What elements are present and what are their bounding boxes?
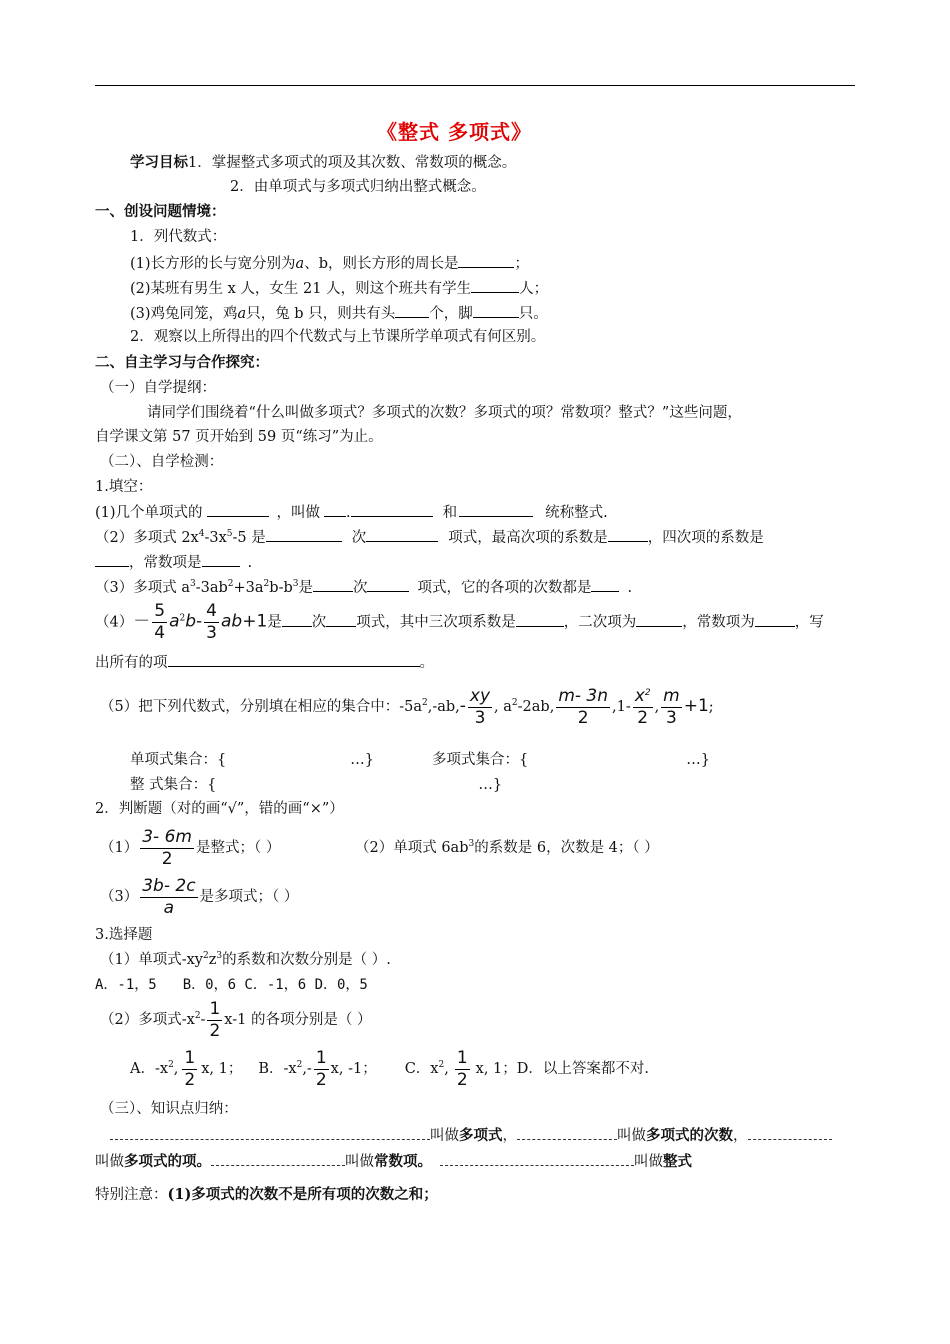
summary-line-2 (95, 1150, 692, 1172)
f1-dot: . (346, 505, 351, 521)
k1-comma: ， (502, 1128, 517, 1144)
exponent: 2 (179, 613, 186, 624)
numerator: 1 (184, 1047, 196, 1068)
c2-option-a[interactable]: A．-x (130, 1061, 169, 1077)
f3-text4: b-b (269, 580, 293, 596)
judge-label: 2．判断题（对的画“√”，错的画“×”） (95, 801, 344, 817)
f3-text5: 是 (298, 580, 313, 596)
c2-minus: - (200, 1012, 206, 1028)
fill-1 (95, 501, 608, 523)
page-title: 《整式 多项式》 (377, 120, 532, 144)
fill-2-cont (95, 551, 252, 573)
exponent: 2 (263, 579, 270, 589)
k1-text: 叫做 (430, 1128, 459, 1144)
answer-blank[interactable] (282, 611, 312, 627)
set-close: …} (686, 752, 710, 768)
exponent: 2 (194, 1011, 201, 1021)
f2-end: . (247, 555, 253, 571)
question-2: 2．观察以上所得出的四个代数式与上节课所学单项式有何区别。 (130, 329, 546, 345)
f4-text8: 出所有的项 (95, 655, 168, 671)
judge-3 (100, 875, 298, 919)
answer-blank[interactable] (211, 1150, 345, 1166)
answer-blank[interactable] (313, 576, 353, 592)
f1-and: 和 (442, 505, 458, 521)
special-note (95, 1185, 438, 1205)
choice-2 (100, 998, 372, 1042)
comma: , (612, 699, 617, 715)
answer-blank[interactable] (95, 551, 129, 567)
answer-blank[interactable] (366, 526, 438, 542)
answer-blank[interactable] (591, 576, 619, 592)
exponent: 2 (203, 951, 209, 961)
denominator: 2 (315, 1069, 327, 1090)
part-1-label: （一）自学提纲： (100, 380, 216, 396)
denominator: 2 (637, 707, 649, 728)
monomial-set (130, 750, 374, 770)
f1-text: (1)几个单项式的 (95, 505, 203, 521)
question-1b (130, 277, 548, 299)
question-1a (130, 252, 529, 274)
j3-text: 是多项式；（ ） (199, 889, 299, 905)
fill-4 (95, 601, 824, 644)
header-rule (95, 85, 855, 86)
answer-blank[interactable] (636, 611, 682, 627)
fraction-x2-2 (633, 686, 653, 729)
exponent: 2 (227, 579, 234, 589)
answer-blank[interactable] (517, 1124, 617, 1140)
numerator: 5 (154, 601, 166, 621)
integral-expression-set (130, 775, 502, 795)
c2-option-c[interactable]: C．x (404, 1061, 439, 1077)
fraction-3b2c-a (140, 876, 197, 919)
answer-blank[interactable] (608, 526, 648, 542)
f4-text3: 次 (311, 614, 327, 631)
answer-blank[interactable] (748, 1124, 832, 1140)
k4-text: 叫做 (345, 1154, 374, 1170)
fraction-xy-3 (468, 686, 492, 729)
exponent: 2 (438, 1060, 445, 1070)
f2-text4: 次 (351, 530, 367, 546)
goals-label-text: 学习目标 (130, 154, 188, 171)
fraction-1-2 (207, 999, 222, 1042)
comma: , (654, 699, 660, 715)
comma-minus: ,- (302, 1061, 312, 1077)
f2-text2: -3x (204, 530, 227, 546)
c1-text: （1）单项式-xy (100, 952, 203, 968)
fraction-3-6m-2 (140, 827, 194, 870)
numerator: 3b- 2c (142, 875, 196, 896)
part-1-text-1: 请同学们围绕着“什么叫做多项式？多项式的次数？多项式的项？常数项？整式？”这些问题， (147, 405, 742, 421)
polynomial-set (432, 750, 710, 770)
q1b-end: 人； (519, 281, 549, 297)
k5-text: 叫做 (634, 1154, 663, 1170)
denominator: 2 (577, 707, 589, 728)
learning-goals-1 (130, 153, 516, 173)
c1-text3: 的系数和次数分别是（ ）. (222, 952, 391, 968)
set-close: …} (478, 777, 503, 793)
f4-text5: ，二次项为 (563, 614, 637, 631)
f2-text3: -5 是 (232, 530, 266, 546)
denominator: 2 (184, 1069, 196, 1090)
goal-2: 2．由单项式与多项式归纳出整式概念。 (230, 179, 486, 195)
goal-1: 1．掌握整式多项式的项及其次数、常数项的概念。 (188, 155, 517, 171)
q1a-end: ； (514, 256, 529, 272)
f2-text: （2）多项式 2x (95, 530, 199, 546)
numerator: m- 3n (558, 685, 609, 706)
q1c-text2: 只，兔 b 只，则共有头 (246, 306, 396, 322)
answer-blank[interactable] (367, 576, 409, 592)
f4-text6: ，常数项为 (682, 614, 755, 631)
exponent: 5 (226, 529, 233, 539)
denominator: 3 (206, 623, 217, 643)
f4-text: （4） (95, 614, 134, 631)
fraction-4-3 (204, 601, 219, 644)
part-2-label: （二）、自学检测： (100, 454, 224, 470)
c2-option-b-rest: x, -1； (330, 1061, 377, 1077)
denominator: 2 (209, 1020, 221, 1041)
comma: , (173, 1061, 179, 1077)
plus-one: +1 (242, 611, 268, 632)
q1c-end: 只。 (518, 306, 548, 322)
minus-sign: - (196, 611, 203, 632)
f3-end: . (627, 580, 633, 596)
answer-blank[interactable] (516, 611, 564, 627)
c2-text2: x-1 的各项分别是（ ） (224, 1012, 372, 1028)
f3-text7: 项式，它的各项的次数都是 (417, 580, 592, 596)
answer-blank[interactable] (202, 551, 240, 567)
fraction-m3n-2 (556, 686, 610, 729)
answer-blank[interactable] (471, 277, 519, 293)
summary-line-1 (110, 1124, 832, 1146)
exponent: 2 (511, 698, 518, 708)
exponent: 3 (292, 579, 299, 589)
fraction-m-3 (661, 686, 682, 729)
c2-option-a-rest: x, 1； (201, 1061, 243, 1077)
answer-blank[interactable] (351, 501, 433, 517)
part-3-label: （三）、知识点归纳： (100, 1101, 238, 1117)
fill-5: （5）把下列代数式，分别填在相应的集合中：$-5a^2,-ab,-$ $\frac{xy}{3}$ , $a^2-2ab$, $\frac{m- 3n}{2}$ ,1- $\frac{x^2}{2}$ , $\frac{m}{3}$ +1; (100, 685, 714, 728)
exponent: 3 (468, 839, 475, 849)
part-1-text-2: 自学课文第 57 页开始到 59 页“练习”为止。 (95, 429, 383, 445)
fraction-1-2 (182, 1048, 197, 1091)
j1-label: （1） (100, 840, 139, 856)
fill-label: 1.填空： (95, 479, 153, 495)
comma: , (444, 1061, 449, 1077)
exponent: 2 (168, 1060, 174, 1070)
note-text: (1)多项式的次数不是所有项的次数之和； (167, 1186, 438, 1203)
q1a-text2: 、b，则长方形的周长是 (304, 256, 459, 272)
c2-text: （2）多项式-x (100, 1012, 195, 1028)
f3-text6: 次 (352, 580, 368, 596)
section-2-heading: 二、自主学习与合作探究： (95, 354, 269, 371)
j2-text: （2）单项式 6ab (355, 840, 469, 856)
fill-3 (95, 576, 632, 598)
f3-text2: -3ab (195, 580, 228, 596)
minus-sign: － (133, 611, 151, 632)
exponent: 2 (644, 687, 651, 698)
denominator: 3 (666, 707, 677, 728)
answer-blank[interactable] (207, 501, 269, 517)
f4-text2: 是 (267, 614, 282, 631)
exponent: 4 (198, 529, 205, 539)
answer-blank[interactable] (324, 501, 346, 517)
judge-2 (355, 838, 659, 858)
f5-text: （5）把下列代数式，分别填在相应的集合中：-5a (100, 699, 422, 715)
denominator: 2 (456, 1069, 468, 1090)
numerator: 1 (456, 1047, 468, 1068)
integral-set-label: 整 式集合：{ (130, 777, 217, 793)
denominator: a (163, 897, 175, 918)
exponent: 3 (216, 951, 223, 961)
c1-text2: z (208, 952, 217, 968)
question-1: 1．列代数式： (130, 229, 227, 245)
k4-term: 常数项。 (374, 1153, 432, 1170)
k3-text: 叫做 (95, 1154, 124, 1170)
question-1c (130, 302, 548, 324)
j1-text: 是整式；（ ） (195, 840, 281, 856)
answer-blank[interactable] (458, 252, 514, 268)
set-close: …} (350, 752, 374, 768)
var-a: a (237, 306, 247, 322)
exponent: 3 (189, 579, 196, 589)
denominator: 4 (154, 623, 166, 643)
j2-text2: 的系数是 6，次数是 4；（ ） (474, 840, 659, 856)
choice-1 (100, 950, 391, 970)
one-minus: 1- (616, 699, 631, 715)
numerator: xy (469, 685, 491, 706)
f1-end: 统称整式. (545, 505, 608, 521)
f4-text7: ，写 (794, 614, 824, 631)
minus-sign: - (459, 696, 466, 716)
answer-blank[interactable] (440, 1150, 634, 1166)
q1c-text: (3)鸡兔同笼，鸡 (130, 306, 238, 322)
answer-blank[interactable] (459, 501, 533, 517)
numerator: 1 (209, 998, 221, 1019)
section-1-heading: 一、创设问题情境： (95, 203, 226, 220)
choice-1-options (95, 975, 368, 995)
q1c-text3: 个，脚 (429, 306, 473, 322)
f1-text2: ，叫做 (276, 505, 321, 521)
j3-label: （3） (100, 889, 139, 905)
answer-blank[interactable] (755, 611, 795, 627)
var-x: x (634, 685, 645, 706)
denominator: 3 (474, 707, 486, 728)
exponent: 2 (422, 698, 428, 708)
denominator: 2 (161, 848, 173, 869)
answer-blank[interactable] (395, 302, 429, 318)
f5-text3: , a (494, 699, 512, 715)
f3-text3: +3a (233, 580, 264, 596)
plus-one: +1 (683, 696, 709, 716)
numerator: 1 (315, 1047, 327, 1068)
c2-option-b[interactable]: B．-x (258, 1061, 297, 1077)
answer-blank[interactable] (266, 526, 342, 542)
choice-label: 3.选择题 (95, 927, 153, 943)
k2-text: 叫做 (617, 1128, 646, 1144)
answer-blank[interactable] (168, 651, 420, 667)
f2-text6: ，四次项的系数是 (647, 530, 764, 546)
polynomial-set-label: 多项式集合：{ (432, 752, 529, 768)
f5-text2: ,-ab, (427, 699, 460, 715)
note-label: 特别注意： (95, 1187, 168, 1203)
q1a-text: (1)长方形的长与宽分别为 (130, 256, 296, 272)
f2-text7: ，常数项是 (129, 555, 202, 571)
choice-2-options (130, 1047, 649, 1091)
numerator: 4 (206, 601, 217, 621)
numerator (633, 686, 653, 708)
f4-end: 。 (419, 655, 434, 671)
answer-blank[interactable] (110, 1124, 430, 1140)
answer-blank[interactable] (473, 302, 519, 318)
f2-text5: 项式，最高次项的系数是 (448, 530, 608, 546)
k3-term: 多项式的项。 (124, 1153, 211, 1170)
k2-term: 多项式的次数 (646, 1127, 733, 1144)
c2-option-c-rest: x, 1；D．以上答案都不对. (475, 1061, 650, 1077)
f4-text4: 项式，其中三次项系数是 (356, 614, 516, 631)
exponent: 2 (296, 1060, 303, 1070)
k1-term: 多项式 (459, 1127, 503, 1144)
var-a: a (295, 256, 305, 272)
monomial-set-label: 单项式集合：{ (130, 752, 227, 768)
fill-2 (95, 526, 764, 548)
var-b: b (185, 611, 197, 632)
c1-option-a[interactable]: A．-1，5 (95, 977, 157, 993)
answer-blank[interactable] (326, 611, 356, 627)
f3-text: （3）多项式 a (95, 580, 190, 596)
fraction-1-2 (314, 1048, 329, 1091)
fill-4-cont (95, 651, 434, 673)
c1-options-bcd[interactable]: B．0，6 C．-1，6 D．0，5 (182, 977, 368, 993)
var-ab: ab (220, 611, 243, 632)
numerator: m (663, 685, 680, 706)
f5-text4: -2ab, (517, 699, 555, 715)
k2-comma: ， (733, 1128, 748, 1144)
fraction-1-2 (455, 1048, 470, 1091)
numerator: 3- 6m (142, 826, 192, 847)
judge-1 (100, 826, 280, 870)
k5-term: 整式 (663, 1153, 692, 1170)
fraction-5-4 (152, 601, 167, 644)
var-a: a (169, 611, 180, 632)
q1b-text: (2)某班有男生 x 人，女生 21 人，则这个班共有学生 (130, 281, 472, 297)
